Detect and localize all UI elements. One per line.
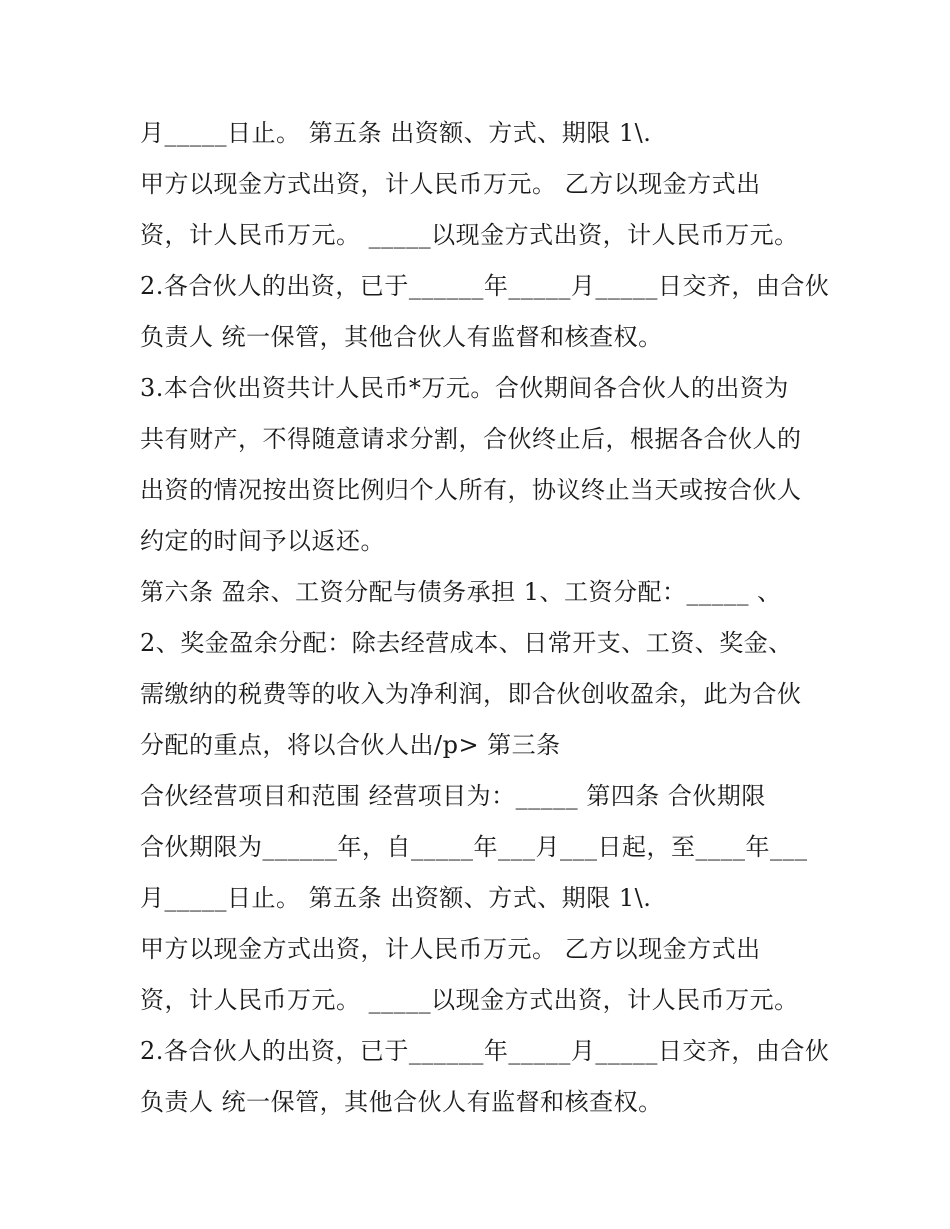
text-line: 约定的时间予以返还。 (140, 527, 385, 555)
text-line: 2.各合伙人的出资，已于______年_____月_____日交齐，由合伙 (140, 1037, 830, 1065)
text-line: 共有财产，不得随意请求分割，合伙终止后，根据各合伙人的 (140, 425, 802, 453)
text-line: 负责人 统一保管，其他合伙人有监督和核查权。 (140, 1088, 663, 1116)
text-line: 合伙期限为______年，自_____年___月___日起，至____年___ (140, 833, 808, 861)
text-line: 出资的情况按出资比例归个人所有，协议终止当天或按合伙人 (140, 476, 802, 504)
text-line: 负责人 统一保管，其他合伙人有监督和核查权。 (140, 323, 663, 351)
text-line: 合伙经营项目和范围 经营项目为：_____ 第四条 合伙期限 (140, 782, 766, 810)
text-line: 分配的重点，将以合伙人出/p> 第三条 (140, 731, 561, 759)
document-body (140, 108, 830, 1128)
text-line: 甲方以现金方式出资，计人民币万元。 乙方以现金方式出 (140, 935, 761, 963)
text-line: 需缴纳的税费等的收入为净利润，即合伙创收盈余，此为合伙 (140, 680, 802, 708)
text-line: 月_____日止。 第五条 出资额、方式、期限 1\. (140, 884, 652, 912)
text-line: 第六条 盈余、工资分配与债务承担 1、工资分配：_____ 、 (140, 578, 782, 606)
text-line: 2、奖金盈余分配：除去经营成本、日常开支、工资、奖金、 (140, 629, 793, 657)
text-line: 甲方以现金方式出资，计人民币万元。 乙方以现金方式出 (140, 170, 761, 198)
text-line: 月_____日止。 第五条 出资额、方式、期限 1\. (140, 119, 652, 147)
text-line: 资，计人民币万元。 _____以现金方式出资，计人民币万元。 (140, 221, 799, 249)
text-line: 3.本合伙出资共计人民币*万元。合伙期间各合伙人的出资为 (140, 374, 789, 402)
text-line: 资，计人民币万元。 _____以现金方式出资，计人民币万元。 (140, 986, 799, 1014)
text-line: 2.各合伙人的出资，已于______年_____月_____日交齐，由合伙 (140, 272, 830, 300)
